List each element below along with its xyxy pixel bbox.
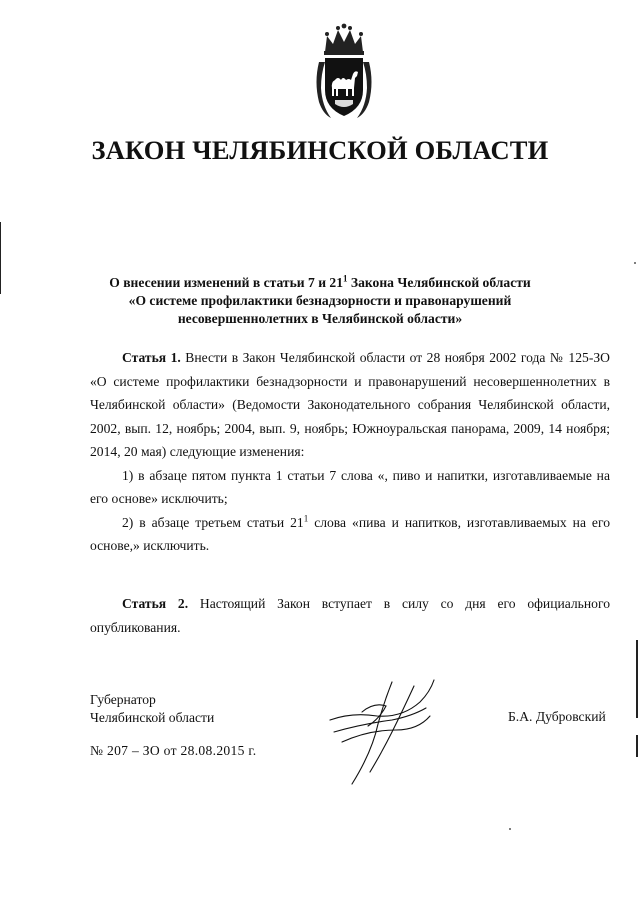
subject-line-2: «О системе профилактики безнадзорности и правонарушений bbox=[128, 293, 512, 308]
article-1-label: Статья 1. bbox=[122, 350, 181, 365]
handwritten-signature bbox=[322, 672, 440, 790]
coat-of-arms-icon bbox=[313, 22, 375, 122]
article-2 bbox=[90, 592, 610, 639]
scan-artifact-right-2 bbox=[636, 735, 638, 757]
subject-line-3: несовершеннолетних в Челябинской области» bbox=[177, 311, 463, 326]
scan-artifact-right bbox=[636, 640, 638, 718]
article-1-item-2: 2) в абзаце третьем статьи $21^1$ слова «пива и напитков, изготавливаемых на его основе,» исключить. bbox=[90, 512, 610, 553]
law-subject bbox=[60, 274, 580, 328]
scan-artifact-left bbox=[0, 222, 1, 294]
article-2-label: Статья 2. bbox=[122, 596, 189, 611]
subject-line-1: О внесении изменений в статьи 7 и $21^1$ Закона Челябинской области bbox=[109, 273, 531, 290]
law-number: № 207 – ЗО от 28.08.2015 г. bbox=[90, 743, 257, 758]
article-1-item-1: 1) в абзаце пятом пункта 1 статьи 7 слова «, пиво и напитки, изготавливаемые на его основе» исключить; bbox=[90, 467, 610, 506]
article-1 bbox=[90, 346, 610, 558]
scan-dot bbox=[509, 828, 511, 830]
position-line-2: Челябинской области bbox=[90, 710, 215, 725]
article-2-text: Статья 2. Настоящий Закон вступает в силу со дня его официального опубликования. bbox=[90, 596, 610, 635]
scan-dot bbox=[634, 262, 636, 264]
position-line-1: Губернатор bbox=[90, 692, 156, 707]
signatory-name: Б.А. Дубровский bbox=[508, 709, 606, 724]
article-1-intro: Статья 1. Внести в Закон Челябинской области от 28 ноября 2002 года № 125-ЗО «О системе профилактики безнадзорности и правонарушений несовершеннолетних в Челябинской области» (Ведомости Законодательного собрания Челябинской области, 2002, вып. 12, ноябрь; 2004, вып. 9, ноябрь; Южноуральская панорама, 2009, 14 ноября; 2014, 20 мая) следующие изменения: bbox=[90, 350, 610, 459]
law-title: ЗАКОН ЧЕЛЯБИНСКОЙ ОБЛАСТИ bbox=[91, 135, 549, 165]
signatory-position bbox=[90, 691, 214, 727]
